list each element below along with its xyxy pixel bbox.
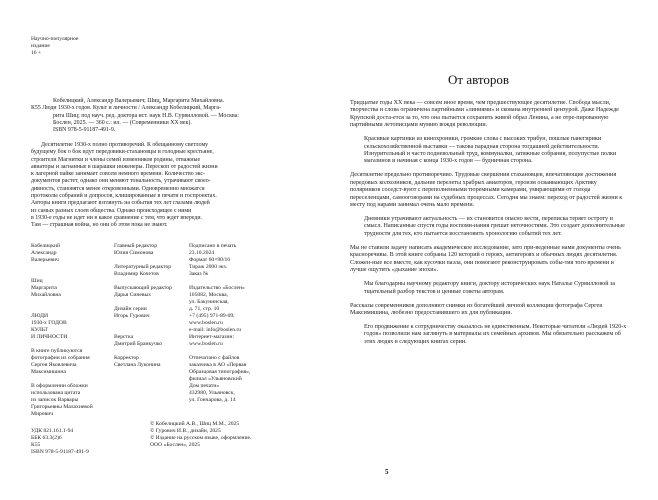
age-rating: 16 + — [31, 50, 42, 56]
foreword-paragraph: Рассказы современников дополняют снимки из богатейшей личной коллекции фотографа Сергея Максимишина, любезно предоставившего их для публикации. — [350, 302, 603, 316]
udc-block — [31, 428, 131, 456]
imprint-line: Дмитрий Бранкучко — [114, 341, 163, 347]
foreword-paragraph: Его продвижение к сотрудничеству оказалось не единственным. Некоторые читатели «Людей 1920-х годов» позволили нам заглянуть в материалы их семейных архивов. Мы обязательно расскажем об этих людях в следующих книгах серии. — [364, 323, 627, 345]
imprint-line: Кобелицкий — [31, 243, 60, 249]
imprint-line: Игорь Гурович — [114, 313, 150, 319]
annotation-line: из самых разных слоев общества. Однако происходящее с ними — [31, 207, 192, 214]
imprint-line: Верстка — [114, 334, 134, 340]
imprint-line: Сергея Яковлевича — [31, 362, 77, 368]
imprint-line: www.boslen.ru — [189, 320, 223, 326]
foreword-paragraph: Тридцатые годы XX века — совсем иное время, чем предшествующее десятилетие. Свобода мысли, творчества и слова ограничена партийными «линиями» и скована внутренней цензурой. Даже Надежде Крупской доста-ется за то, что она пытается сохранить живой образ Ленина, а не отре-пированную партийными летописцами мумию вождя революции. — [350, 100, 619, 129]
imprint-line — [114, 257, 188, 264]
foreword-paragraph: Мы не ставили задачу написать академическое исследование, зато при-веденные нами документы очень красноречивы. В этой книге собраны 120 историй о героях, антигероях и обычных людях десятилетия. Сложен-ные все вместе, как кусочки пазла, они помогают реконструировать собы-тия того времени и лучше ощутить «дыхание эпохи». — [350, 244, 621, 274]
imprint-line — [114, 299, 188, 306]
page-number: 5 — [385, 468, 389, 476]
imprint-line: Дарья Синевых — [114, 292, 152, 298]
imprint-line: 105082, Москва, — [189, 292, 228, 298]
imprint-line: Формат 60×90/16 — [189, 257, 231, 263]
imprint-line: Александр — [31, 250, 57, 256]
annotation-line: авиаторы и загнанные в шарашки инженеры. Перескоп от радостей жизни — [31, 163, 218, 170]
imprint-line — [31, 341, 105, 348]
foreword-paragraph: Дневники утрачивают актуальность — их становится опасно вести, переписка теряет остроту и смысл. Написанные спустя годы воспоми-нания грешат неточностями. Это создает дополнительные трудности для тех, кто пытается восстановить хронологию событий тех лет. — [364, 216, 625, 237]
foreword-paragraph: Десятилетие предельно противоречиво. Трудовые свершения стахановцев, впечатляющие достижения передовых колхозников, дальние перелеты храбрых авиаторов, героизм осваивающих Арктику полярников соседст-вуют с переполненными тюремными камерами, умирающими от голода переселенцами, самооговорами на судебных процессах. Сегодня мы знаем: переход от радостей жизни к месту под нарами занимал очень мало времени. — [350, 172, 623, 209]
imprint-line: 432980, Ульяновск, — [189, 390, 235, 396]
imprint-line: Отпечатано с файлов — [189, 355, 240, 361]
imprint-line: фотографии из собрания — [31, 355, 90, 361]
imprint-line — [189, 348, 284, 355]
imprint-line: Максимишина — [31, 369, 66, 375]
imprint-line: Издательство «Бослен» — [189, 285, 245, 291]
foreword-body — [350, 100, 627, 353]
imprint-line: В оформлении обложки — [31, 383, 88, 389]
imprint-line: www.boslen.ru — [189, 341, 223, 347]
imprint-line: Образцовая типография», — [189, 369, 251, 375]
imprint-line: Мирович — [31, 411, 54, 417]
imprint-line: Михайловна — [31, 292, 61, 298]
isbn: ISBN 978-5-91187-491-9 — [31, 449, 89, 455]
imprint-line: филиал «Ульяновский — [189, 376, 242, 382]
annotation-line: дивность, становятся менее откровенными. Одновременно множатся — [31, 185, 205, 192]
annotation-line: строители Магнитки и члены семей изменников родины, отважные — [31, 156, 201, 163]
imprint-line: ЛЮДИ — [31, 313, 48, 319]
imprint-line: 23.10.2024 — [189, 250, 215, 256]
imprint-line: Светлана Луконина — [114, 362, 161, 368]
copyright-line: © Издание на русском языке, оформление. — [150, 435, 252, 441]
annotation — [31, 142, 331, 230]
foreword-paragraph: Красивые картинки из кинохроники, громкие слова с высоких трибун, пошлые панегирики сельскохозяйственной выставки — такова парадная сторона тогдашней действительности. Изнурительный и часто подневольный труд, коммуналки, затяжные собрания, полупустые полки магазинов и начиная с конца 1930-х годов — будничная сторона. — [364, 136, 617, 165]
imprint-line: Дом печати» — [189, 383, 220, 389]
imprint-line: Главный редактор — [114, 243, 158, 249]
catalog-line: рита Шиц; под науч. ред. доктора ист. наук Н.В. Сурвилловой. — Москва: — [53, 112, 239, 119]
imprint-line: Владимир Кочетов — [114, 271, 159, 277]
annotation-line: Десятилетие 1930-х полно противоречий. К обещанному светлому — [41, 142, 209, 148]
annotation-line: Там — страшная война, но они об этом пока не знают. — [31, 222, 168, 229]
imprint-column-authors — [31, 243, 105, 418]
imprint-line — [114, 348, 188, 355]
page-title: От авторов — [448, 72, 510, 87]
imprint-line: Заказ № — [189, 271, 209, 277]
imprint-line — [189, 278, 284, 285]
imprint-line: Корректор — [114, 355, 139, 361]
series-note — [31, 36, 121, 57]
annotation-line: документов растет, однако они меняют тональность, утрачивают своео- — [31, 178, 211, 185]
imprint-line — [31, 306, 105, 313]
imprint-line: Григорьевны Малахиевой — [31, 404, 93, 410]
imprint-line: И ЛИЧНОСТИ — [31, 334, 68, 340]
author-mark: К55 — [31, 442, 41, 448]
catalog-line: К55 Люди 1930-х годов. Культ и личности / Александр Кобелицкий, Марга- — [31, 105, 222, 112]
imprint-line — [114, 278, 188, 285]
imprint-line: Подписано в печать — [189, 243, 237, 249]
imprint-line: д. 71, стр. 10 — [189, 306, 220, 312]
imprint-line — [114, 320, 188, 327]
imprint-line — [31, 376, 105, 383]
imprint-line — [31, 264, 105, 271]
copyright-line: © Кобелицкий А.В., Шиц М.М., 2025 — [150, 421, 240, 427]
imprint-line: Шиц — [31, 278, 43, 284]
foreword-paragraph: Мы благодарны научному редактору книги, доктору исторических наук Наталье Сурвилловой за тщательный разбор текстов и ценные советы авторам. — [364, 281, 616, 295]
imprint-line: +7 (495) 971-89-09; — [189, 313, 235, 319]
imprint-line: КУЛЬТ — [31, 327, 48, 333]
copyright-block — [150, 421, 350, 449]
imprint-line — [31, 271, 105, 278]
copyright-line: ООО «Бослен», 2025 — [150, 442, 200, 448]
imprint-line: Выпускающий редактор — [114, 285, 172, 291]
catalog-line: Кобелицкий, Александр Валерьевич; Шиц, Маргарита Михайловна. — [53, 98, 225, 104]
annotation-line: Авторы книги предлагают взглянуть на события тех лет глазами людей — [31, 200, 210, 207]
annotation-line: в 1930-е годы не идет ни в какое сравнение с тем, что ждет впереди. — [31, 214, 203, 221]
imprint-line: Дизайн серии — [114, 306, 147, 312]
imprint-line: e-mail: info@boslen.ru — [189, 327, 242, 333]
copyright-line: © Гурович И.В., дизайн, 2025 — [150, 428, 221, 434]
bbk-code: ББК 63.3(2)6 — [31, 435, 62, 441]
series-line: Научно-популярное — [31, 36, 79, 42]
catalog-isbn: ISBN 978-5-91187-491-9. — [53, 127, 116, 134]
imprint-column-editors — [114, 243, 188, 369]
imprint-line: Тираж 2000 экз. — [189, 264, 228, 270]
imprint-line: заказчика в АО «Первая — [189, 362, 247, 368]
imprint-line: Литературный редактор — [114, 264, 172, 270]
imprint-line: использована цитата — [31, 390, 81, 396]
series-line: издание — [31, 43, 50, 49]
annotation-line: протоколы собраний и допросов, клишированные в печати и госпроектах. — [31, 193, 217, 200]
imprint-line — [31, 299, 105, 306]
imprint-line: Валерьевич — [31, 257, 59, 263]
udc-code: УДК 821.161.1-94 — [31, 428, 74, 434]
imprint-line: Юлия Симонова — [114, 250, 154, 256]
imprint-line — [114, 327, 188, 334]
imprint-line: 1930-х ГОДОВ — [31, 320, 67, 326]
annotation-line: к лагерной пайке занимает совсем немного времени. Количество экс- — [31, 171, 205, 178]
imprint-line: В книге публикуются — [31, 348, 83, 354]
catalog-record — [31, 98, 331, 134]
catalog-line: Бослен, 2025. — 360 с.: ил. — (Современники XX век). — [53, 119, 192, 126]
imprint-column-publisher — [189, 243, 284, 404]
imprint-line: ул. Бакунинская, — [189, 299, 229, 305]
imprint-line: Маргарита — [31, 285, 57, 291]
imprint-line: Интернет-магазин: — [189, 334, 235, 340]
annotation-line: будущему бок о бок идут передовики-стахановцы и голодные крестьяне, — [31, 149, 214, 156]
imprint-line: из записок Варвары — [31, 397, 79, 403]
imprint-line: ул. Гончарова, д. 14 — [189, 397, 236, 403]
